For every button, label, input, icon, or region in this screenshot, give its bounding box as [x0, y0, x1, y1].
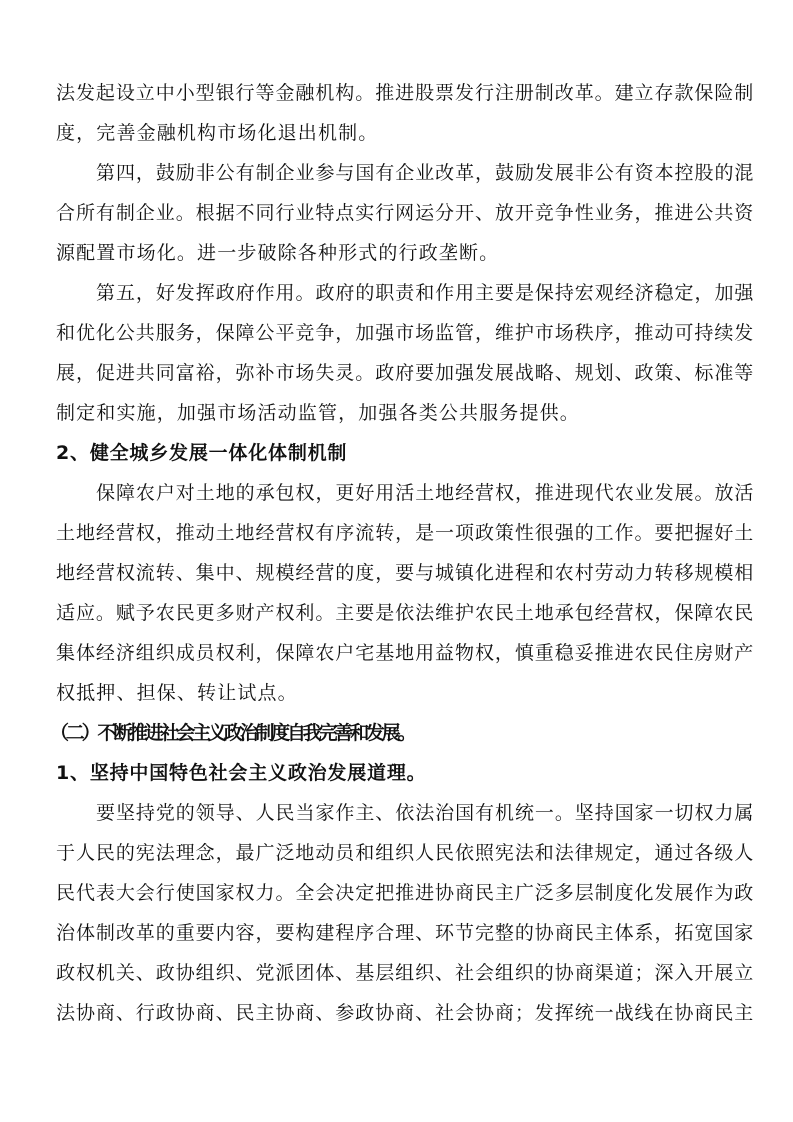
- paragraph-line: 第四，鼓励非公有制企业参与国有企业改革，鼓励发展非公有资本控股的混: [96, 162, 755, 184]
- paragraph-line: 要坚持党的领导、人民当家作主、依法治国有机统一。坚持国家一切权力属: [96, 802, 755, 824]
- paragraph-line: 土地经营权，推动土地经营权有序流转，是一项政策性很强的工作。要把握好土: [56, 522, 755, 544]
- paragraph-line: 合所有制企业。根据不同行业特点实行网运分开、放开竞争性业务，推进公共资: [56, 202, 755, 224]
- section-heading: 2、健全城乡发展一体化体制机制: [56, 442, 348, 464]
- paragraph-line: 权抵押、担保、转让试点。: [56, 682, 298, 704]
- paragraph-line: 保障农户对土地的承包权，更好用活土地经营权，推进现代农业发展。放活: [96, 482, 755, 504]
- paragraph-line: 第五，好发挥政府作用。政府的职责和作用主要是保持宏观经济稳定，加强: [96, 282, 755, 304]
- paragraph-line: 和优化公共服务，保障公平竞争，加强市场监管，维护市场秩序，推动可持续发: [56, 322, 755, 344]
- paragraph-line: 源配置市场化。进一步破除各种形式的行政垄断。: [56, 242, 500, 264]
- paragraph-line: 适应。赋予农民更多财产权利。主要是依法维护农民土地承包经营权，保障农民: [56, 602, 755, 624]
- paragraph-line: 地经营权流转、集中、规模经营的度，要与城镇化进程和农村劳动力转移规模相: [56, 562, 755, 584]
- paragraph-line: 制定和实施，加强市场活动监管，加强各类公共服务提供。: [56, 402, 580, 424]
- paragraph-line: 于人民的宪法理念，最广泛地动员和组织人民依照宪法和法律规定，通过各级人: [56, 842, 755, 864]
- paragraph-line: 法协商、行政协商、民主协商、参政协商、社会协商；发挥统一战线在协商民主: [56, 1002, 755, 1024]
- paragraph-line: 法发起设立中小型银行等金融机构。推进股票发行注册制改革。建立存款保险制: [56, 82, 755, 104]
- paragraph-line: 治体制改革的重要内容，要构建程序合理、环节完整的协商民主体系，拓宽国家: [56, 922, 755, 944]
- paragraph-line: 民代表大会行使国家权力。全会决定把推进协商民主广泛多层制度化发展作为政: [56, 882, 755, 904]
- chapter-heading: （二）不断推进社会主义政治制度自我完善和发展。: [50, 722, 414, 744]
- document-body: [50, 73, 756, 1033]
- paragraph-line: 展，促进共同富裕，弥补市场失灵。政府要加强发展战略、规划、政策、标准等: [56, 362, 755, 384]
- section-heading: 1、坚持中国特色社会主义政治发展道理。: [56, 762, 427, 784]
- paragraph-line: 度，完善金融机构市场化退出机制。: [56, 122, 379, 144]
- paragraph-line: 集体经济组织成员权利，保障农户宅基地用益物权，慎重稳妥推进农民住房财产: [56, 642, 755, 664]
- paragraph-line: 政权机关、政协组织、党派团体、基层组织、社会组织的协商渠道；深入开展立: [56, 962, 755, 984]
